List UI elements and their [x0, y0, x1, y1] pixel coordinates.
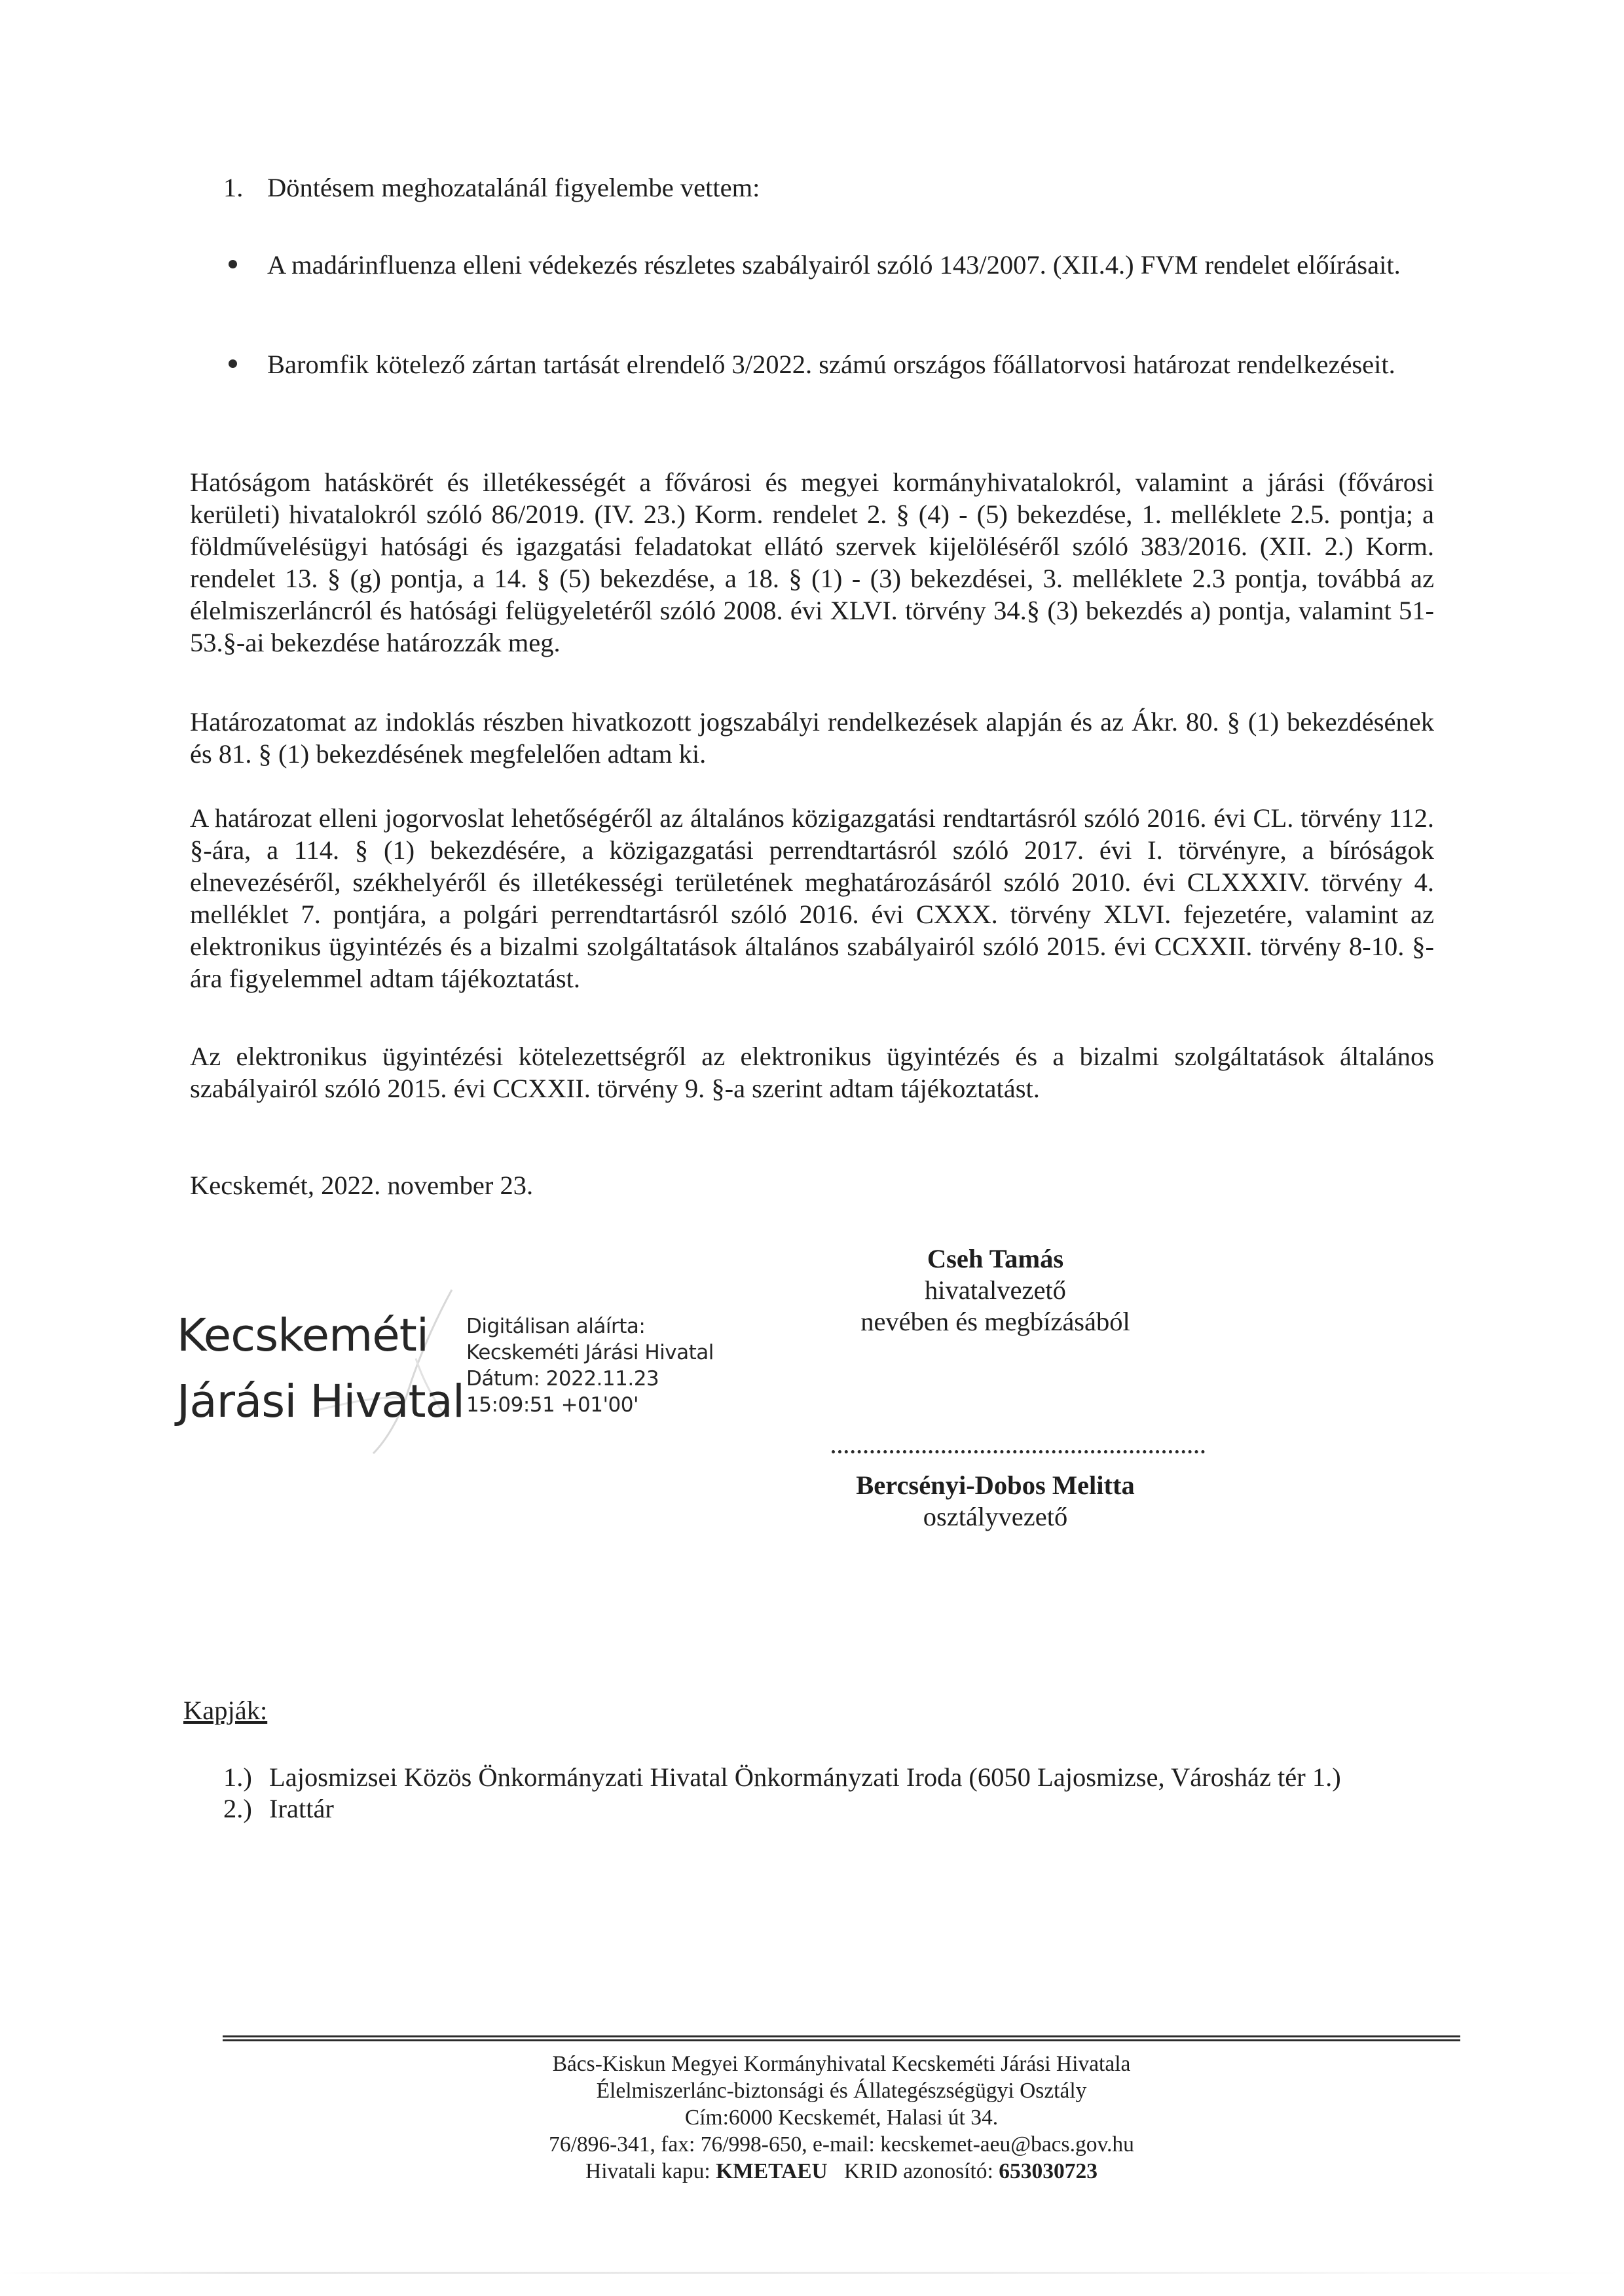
recipient-item	[223, 1793, 334, 1825]
recipients-heading: Kapják:	[183, 1696, 268, 1725]
signer-title: hivatalvezető	[925, 1275, 1066, 1305]
bullet-icon	[223, 249, 267, 281]
paragraph-authority: Hatóságom hatáskörét és illetékességét a fővárosi és megyei kormányhivatalokról, valamint a járási (fővárosi kerületi) hivatalokról szóló 86/2019. (IV. 23.) Korm. rendelet 2. § (4) - (5) bekezdése, 1. melléklete 2.5. pontja; a földművelésügyi hatósági és igazgatási feladatokat ellátó szervek kijelöléséről szóló 383/2016. (XII. 2.) Korm. rendelet 13. § (g) pontja, a 14. § (5) bekezdése, a 18. § (1) - (3) bekezdései, 3. melléklete 2.3 pontja, továbbá az élelmiszerláncról és hatósági felügyeletéről szóló 2008. évi XLVI. törvény 34.§ (3) bekezdés a) pontja, valamint 51-53.§-ai bekezdése határozzák meg.	[190, 467, 1434, 657]
section-heading-text: Döntésem meghozatalánál figyelembe vettem:	[267, 173, 760, 202]
scan-edge-artifact	[0, 2272, 1624, 2274]
recipient-text: Irattár	[269, 1794, 334, 1823]
recipient-number: 2.)	[223, 1794, 252, 1823]
krid-label: KRID azonosító:	[843, 2159, 993, 2183]
bullet-text: A madárinfluenza elleni védekezés részletes szabályairól szóló 143/2007. (XII.4.) FVM rendelet előírásait.	[267, 250, 1401, 280]
krid-value: 653030723	[999, 2159, 1098, 2183]
footer-contact	[223, 2050, 1460, 2185]
footer-address: Cím:6000 Kecskemét, Halasi út 34.	[684, 2105, 999, 2130]
deputy-title: osztályvezető	[923, 1502, 1068, 1531]
bullet-icon	[223, 348, 267, 380]
paragraph-decision-basis: Határozatomat az indoklás részben hivatkozott jogszabályi rendelkezések alapján és az Ákr. 80. § (1) bekezdésének és 81. § (1) bekezdésének megfelelően adtam ki.	[190, 707, 1434, 769]
signer-name: Cseh Tamás	[927, 1244, 1064, 1273]
gateway-value: KMETAEU	[716, 2159, 828, 2183]
stamp-date: Dátum: 2022.11.23	[466, 1367, 659, 1391]
stamp-signed-by: Kecskeméti Járási Hivatal	[466, 1341, 714, 1364]
paragraph-legal-remedy: A határozat elleni jogorvoslat lehetőségéről az általános közigazgatási rendtartásról szóló 2016. évi CL. törvény 112. §-ára, a 114. § (1) bekezdésére, a közigazgatási perrendtartásról szóló 2017. évi I. törvényre, a bíróságok elnevezéséről, székhelyéről és illetékességi területének meghatározásáról szóló 2010. évi CLXXXIV. törvény 4. melléklet 7. pontjára, a polgári perrendtartásról szóló 2016. évi CXXX. törvény XLVI. fejezetére, valamint az elektronikus ügyintézés és a bizalmi szolgáltatások általános szabályairól szóló 2015. évi CCXXII. törvény 8-10. §-ára figyelemmel adtam tájékoztatást.	[190, 803, 1434, 993]
recipient-item	[223, 1761, 1341, 1793]
section-number: 1.	[223, 173, 244, 202]
deputy-name: Bercsényi-Dobos Melitta	[856, 1470, 1135, 1500]
stamp-org-line2: Járási Hivatal	[177, 1376, 465, 1428]
recipient-text: Lajosmizsei Közös Önkormányzati Hivatal Önkormányzati Iroda (6050 Lajosmizse, Városház tér 1.)	[269, 1762, 1341, 1792]
section-heading	[223, 172, 1435, 204]
stamp-time: 15:09:51 +01'00'	[466, 1393, 638, 1417]
recipient-number: 1.)	[223, 1762, 252, 1792]
signature-dotted-line	[832, 1450, 1205, 1456]
footer-double-rule	[223, 2035, 1460, 2041]
bullet-item	[223, 249, 1435, 281]
footer-ids	[223, 2158, 1460, 2185]
bullet-text: Baromfik kötelező zártan tartását elrendelő 3/2022. számú országos főállatorvosi határozat rendelkezéseit.	[267, 350, 1395, 379]
gateway-label: Hivatali kapu:	[585, 2159, 710, 2183]
footer-org: Bács-Kiskun Megyei Kormányhivatal Kecskeméti Járási Hivatala	[552, 2052, 1131, 2076]
bullet-item	[223, 348, 1435, 380]
footer-phone-email: 76/896-341, fax: 76/998-650, e-mail: kecskemet-aeu@bacs.gov.hu	[549, 2132, 1134, 2157]
footer-department: Élelmiszerlánc-biztonsági és Állategészségügyi Osztály	[596, 2079, 1087, 2103]
on-behalf-text: nevében és megbízásából	[860, 1307, 1130, 1336]
place-date: Kecskemét, 2022. november 23.	[190, 1171, 534, 1200]
stamp-org-line1: Kecskeméti	[177, 1309, 428, 1362]
stamp-signed-label: Digitálisan aláírta:	[466, 1315, 646, 1338]
paragraph-electronic: Az elektronikus ügyintézési kötelezettségről az elektronikus ügyintézés és a bizalmi szolgáltatások általános szabályairól szóló 2015. évi CCXXII. törvény 9. §-a szerint adtam tájékoztatást.	[190, 1042, 1434, 1103]
